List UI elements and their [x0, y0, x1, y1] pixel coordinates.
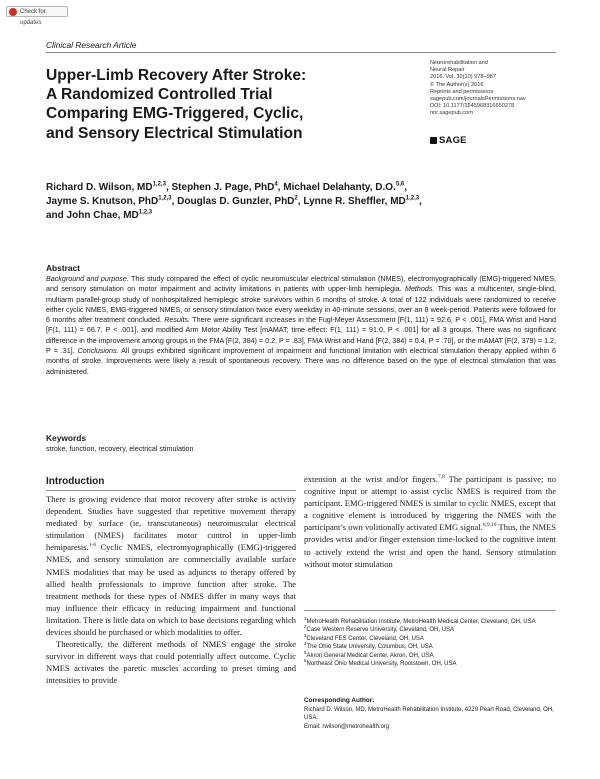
title-line: and Sensory Electrical Stimulation	[46, 124, 303, 142]
introduction-divider	[46, 490, 296, 491]
title-line: Upper-Limb Recovery After Stroke:	[46, 67, 307, 84]
article-title	[46, 66, 366, 143]
abstract-background-text: This study compared the effect of cyclic neuromuscular electrical stimulation (NMES), electromyographically (EMG)-triggered NMES, and sensory stimulation on motor impairment and activity limitations in patients with upper-limb hemiplegia.	[46, 275, 556, 294]
affiliation: $^5$Akron General Medical Center, Akron, OH, USA	[304, 649, 434, 659]
body-column-right	[304, 473, 556, 570]
affiliation: $^3$Cleveland FES Center, Cleveland, OH, USA	[304, 632, 424, 642]
journal-reprints: Reprints and permissions:	[430, 88, 495, 95]
corresponding-author-heading: Corresponding Author:	[304, 697, 375, 704]
journal-name: Neurorehabilitation and	[430, 60, 488, 66]
publisher-name: SAGE	[439, 135, 467, 146]
abstract-methods-text: This was a multicenter, single-blind, multiarm parallel-group study of nonhospitalized hemiplegic stroke survivors within 6 months of stroke. A total of 122 individuals were randomized to receive either cyclic NMES, EMG-triggered NMES, or sensory stimulation twice every weekday in 40-minute sessions, over an 8 week-period. Patients were followed for 6 months after treatment concluded.	[46, 285, 556, 325]
author: Douglas D. Gunzler, PhD$^2$,	[177, 195, 304, 208]
author: Jayme S. Knutson, PhD$^{1,2,3}$,	[46, 195, 178, 208]
affiliations	[304, 618, 556, 668]
abstract-methods-label: Methods.	[405, 285, 435, 294]
sage-icon	[430, 137, 437, 144]
journal-name: Neural Repair	[430, 67, 465, 74]
title-line: Comparing EMG-Triggered, Cyclic,	[46, 105, 304, 123]
publisher-logo	[430, 135, 467, 146]
corresponding-author	[304, 706, 556, 731]
affiliation: $^4$The Ohio State University, Columbus, OH, USA	[304, 641, 433, 651]
doi-link[interactable]: DOI: 10.1177/1545968316650278	[430, 103, 515, 110]
abstract-background-label: Background and purpose.	[46, 275, 129, 283]
check-for-updates-badge[interactable]	[6, 6, 68, 26]
paragraph: Theoretically, the different methods of NMES engage the stroke survivor in different ways that could potentially affect outcome. Cyclic NMES activates the paretic muscles according to preset timing and intensities to provide	[46, 639, 296, 686]
journal-copyright: © The Author(s) 2016	[430, 81, 484, 88]
journal-permissions-link[interactable]: sagepub.com/journalsPermissions.nav	[430, 96, 526, 103]
check-updates-icon	[9, 8, 17, 16]
journal-site-link[interactable]: nnr.sagepub.com	[430, 110, 473, 117]
keywords-heading: Keywords	[46, 433, 87, 443]
abstract-conclusions-text: All groups exhibited significant improvement of impairment and functional limitation with electrical stimulation therapy applied within 6 months of stroke. Improvements were likely a result of spontaneous recovery. There was no difference based on the type of electrical stimulation that was administered.	[46, 347, 557, 376]
article-type: Clinical Research Article	[46, 40, 137, 50]
affiliation: $^6$Northeast Ohio Medical University, Rootstown, OH, USA	[304, 658, 457, 668]
check-updates-label: Check for updates	[20, 9, 46, 26]
abstract-results-text: There were significant increases in the Fugl-Meyer Assessment [F(1, 111) = 92.6, P < .001], FMA Wrist and Hand [F(1, 111) = 66.7, P < .001], and modified Arm Motor Ability Test [mAMAT; time effect: F(1, 111) = 91.0, P < .001] for all 3 groups. There was no significant difference in the improvement among groups in the FMA [F(2, 384) = 0.2, P = .83], FMA Wrist and Hand [F(2, 384) = 0.4, P = .70], or the mAMAT [F(2, 379) = 1.2, P = .31].	[46, 316, 556, 356]
author: and John Chae, MD$^{1,2,3}$	[46, 210, 153, 222]
body-column-left	[46, 493, 296, 687]
author-list	[46, 181, 556, 224]
journal-volume: 2016, Vol. 30(10) 978–987	[430, 74, 496, 81]
author: Michael Delahanty, D.O.$^{5,6}$,	[283, 181, 407, 193]
affiliation: $^2$Case Western Reserve University, Cleveland, OH, USA	[304, 624, 455, 634]
abstract-conclusions-label: Conclusions.	[77, 347, 119, 356]
author: Lynne R. Sheffler, MD$^{1,2,3}$,	[303, 195, 422, 208]
introduction-heading: Introduction	[46, 476, 105, 487]
title-line: A Randomized Controlled Trial	[46, 86, 273, 104]
author: Stephen J. Page, PhD$^4$,	[171, 181, 284, 193]
top-divider	[46, 52, 556, 53]
author: Richard D. Wilson, MD$^{1,2,3}$,	[46, 181, 172, 193]
corresponding-email-link[interactable]: Email: rwilson@metrohealth.org	[304, 723, 390, 730]
keywords-list: stroke, function, recovery, electrical stimulation	[46, 445, 194, 453]
paragraph: There is growing evidence that motor recovery after stroke is activity dependent. Studies have suggested that repetitive movement therapy mediated by surface (ie, transcutaneous) neuromuscular electrical stimulation (NMES) facilitates motor control in upper-limb hemiparesis.$^{1-6}$ Cyclic NMES, electromyographically (EMG)-triggered NMES, and sensory stimulation are commercially available surface NMES modalities that may be used as adjuncts to therapy offered by allied health professionals to improve function after stroke. The treatment methods for these types of NMES differ in many ways that may influence their efficacy in reducing impairment and functional limitation. There is little data on which to base decisions regarding which devices should be purchased or which modalities to offer.	[46, 494, 296, 638]
affiliations-divider	[304, 610, 556, 611]
paragraph: extension at the wrist and/or fingers.$^{7,8}$ The participant is passive; no cognitive input or attempt to assist cyclic NMES is required from the participant. EMG-triggered NMES is similar to cyclic NMES, except that a cognitive element is introduced by triggering the NMES with the participant’s own volitionally activated EMG signal.$^{6,9,10}$ Thus, the NMES provides wrist and/or finger extension time-locked to the cognitive intent to actively extend the wrist and open the hand. Sensory stimulation without motor stimulation	[304, 474, 556, 569]
abstract-body	[46, 274, 556, 377]
corresponding-address: Richard D. Wilson, MD, MetroHealth Rehabilitation Institute, 4229 Pearl Road, Cleveland, OH, USA.	[304, 707, 554, 722]
journal-info	[430, 60, 570, 118]
affiliation: $^1$MetroHealth Rehabilitation Institute, MetroHealth Medical Center, Cleveland, OH, USA	[304, 616, 536, 625]
abstract-heading: Abstract	[46, 263, 80, 273]
abstract-results-label: Results.	[164, 316, 191, 325]
